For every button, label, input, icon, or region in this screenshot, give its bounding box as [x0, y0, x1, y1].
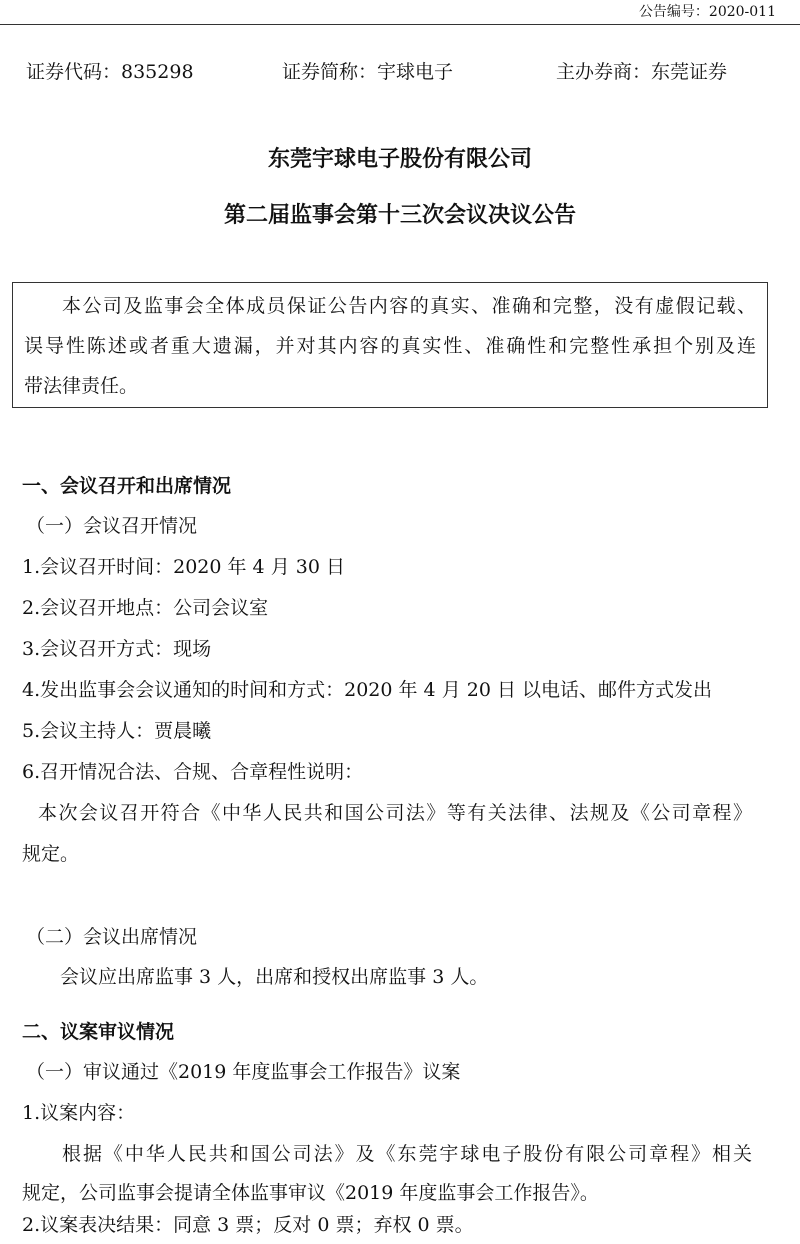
notice-line-2: 误导性陈述或者重大遗漏，并对其内容的真实性、准确性和完整性承担个别及连 — [24, 335, 756, 357]
item-meeting-host: 5.会议主持人：贾晨曦 — [22, 720, 212, 742]
security-code: 证券代码：835298 — [26, 61, 194, 83]
item-meeting-method: 3.会议召开方式：现场 — [22, 638, 212, 660]
compliance-text-line-1: 本次会议召开符合《中华人民共和国公司法》等有关法律、法规及《公司章程》 — [38, 802, 752, 824]
security-short-name: 证券简称：宇球电子 — [282, 61, 454, 83]
compliance-text-line-2: 规定。 — [22, 843, 80, 865]
section-heading-2: 二、议案审议情况 — [22, 1021, 175, 1043]
section-heading-1: 一、会议召开和出席情况 — [22, 475, 232, 497]
motion-content-line-1: 根据《中华人民共和国公司法》及《东莞宇球电子股份有限公司章程》相关 — [62, 1143, 752, 1165]
motion-content-line-2: 规定，公司监事会提请全体监事审议《2019 年度监事会工作报告》。 — [22, 1182, 599, 1204]
item-compliance-label: 6.召开情况合法、合规、合章程性说明： — [22, 761, 364, 783]
item-meeting-place: 2.会议召开地点：公司会议室 — [22, 597, 269, 619]
subsection-heading-1-1: （一）会议召开情况 — [26, 515, 198, 537]
attendance-text: 会议应出席监事 3 人，出席和授权出席监事 3 人。 — [60, 966, 489, 988]
subsection-heading-2-1: （一）审议通过《2019 年度监事会工作报告》议案 — [26, 1061, 461, 1083]
vote-result: 2.议案表决结果：同意 3 票；反对 0 票；弃权 0 票。 — [22, 1214, 474, 1236]
item-meeting-time: 1.会议召开时间：2020 年 4 月 30 日 — [22, 556, 345, 578]
motion-content-label: 1.议案内容： — [22, 1102, 136, 1124]
item-notice-time-method: 4.发出监事会会议通知的时间和方式：2020 年 4 月 20 日 以电话、邮件方式发出 — [22, 679, 712, 701]
sponsor-broker: 主办券商：东莞证券 — [556, 61, 728, 83]
announcement-number: 公告编号：2020-011 — [638, 4, 776, 20]
header-rule — [0, 24, 800, 25]
announcement-title: 第二届监事会第十三次会议决议公告 — [223, 203, 576, 228]
notice-line-1: 本公司及监事会全体成员保证公告内容的真实、准确和完整，没有虚假记载、 — [62, 295, 756, 317]
notice-line-3: 带法律责任。 — [24, 375, 139, 397]
company-title: 东莞宇球电子股份有限公司 — [267, 147, 532, 172]
subsection-heading-1-2: （二）会议出席情况 — [26, 926, 198, 948]
